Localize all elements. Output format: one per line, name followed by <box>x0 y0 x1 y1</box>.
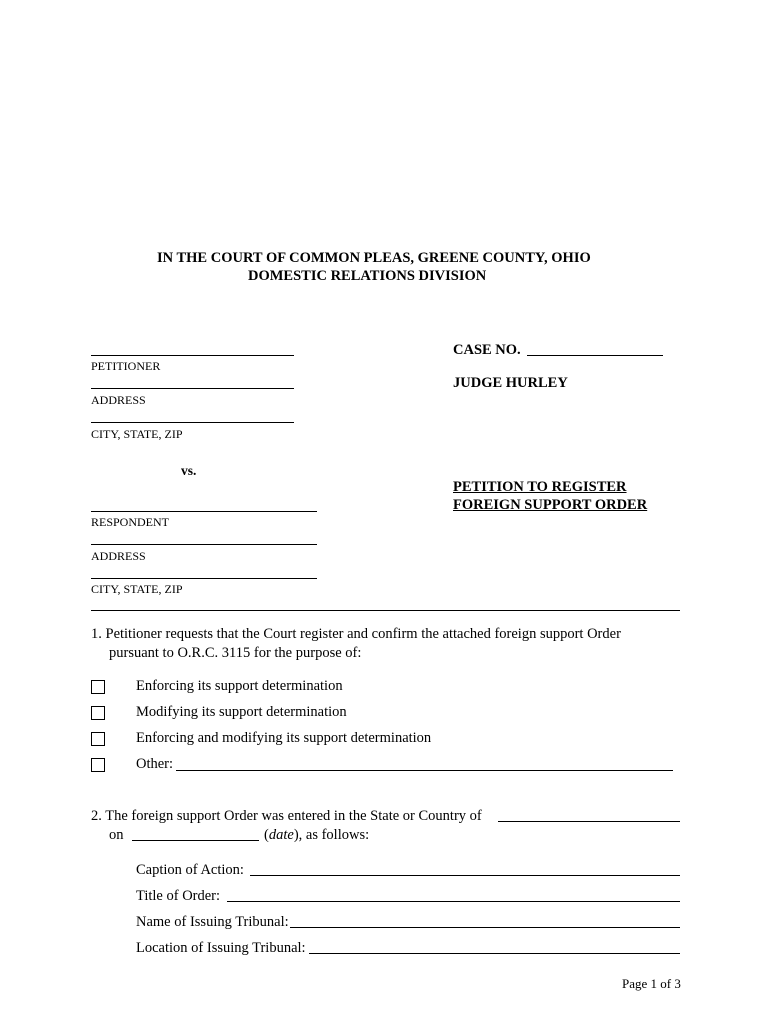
option-enforcing-and-modifying-label: Enforcing and modifying its support determination <box>136 730 432 746</box>
checkbox-enforcing[interactable] <box>91 680 105 694</box>
respondent-line[interactable] <box>91 511 317 512</box>
court-name: IN THE COURT OF COMMON PLEAS, GREENE COUNTY, OHIO <box>157 250 591 266</box>
section2-text-line1: 2. The foreign support Order was entered in the State or Country of <box>91 808 482 824</box>
option-enforcing-label: Enforcing its support determination <box>136 678 343 694</box>
section1-text-line1: 1. Petitioner requests that the Court register and confirm the attached foreign support Order <box>91 626 621 642</box>
issuing-tribunal-location-field[interactable] <box>309 953 680 954</box>
respondent-label: RESPONDENT <box>91 515 170 529</box>
as-follows-label: ), as follows: <box>293 827 370 843</box>
caption-of-action-field[interactable] <box>250 875 680 876</box>
case-number-label: CASE NO. <box>453 342 521 358</box>
state-country-field[interactable] <box>498 821 680 822</box>
petitioner-address-label: ADDRESS <box>91 393 146 407</box>
document-title-line1: PETITION TO REGISTER <box>453 479 627 495</box>
issuing-tribunal-name-label: Name of Issuing Tribunal: <box>136 914 289 930</box>
petitioner-label: PETITIONER <box>91 359 161 373</box>
title-of-order-field[interactable] <box>227 901 680 902</box>
section1-text-line2: pursuant to O.R.C. 3115 for the purpose of: <box>109 645 362 661</box>
respondent-city-label: CITY, STATE, ZIP <box>91 582 183 596</box>
title-of-order-label: Title of Order: <box>136 888 221 904</box>
date-field[interactable] <box>132 840 259 841</box>
petitioner-line[interactable] <box>91 355 294 356</box>
page-number: Page 1 of 3 <box>622 976 681 991</box>
versus-label: vs. <box>181 463 197 478</box>
case-number-field[interactable] <box>527 355 663 356</box>
judge-name: JUDGE HURLEY <box>453 375 568 391</box>
section2-on-label: on <box>109 827 124 843</box>
respondent-city-line[interactable] <box>91 578 317 579</box>
caption-of-action-label: Caption of Action: <box>136 862 244 878</box>
issuing-tribunal-name-field[interactable] <box>290 927 680 928</box>
checkbox-enforcing-and-modifying[interactable] <box>91 732 105 746</box>
date-note <box>264 827 369 844</box>
respondent-address-label: ADDRESS <box>91 549 146 563</box>
open-paren: ( <box>264 827 269 843</box>
date-label: date <box>268 827 294 843</box>
option-modifying-label: Modifying its support determination <box>136 704 347 720</box>
checkbox-modifying[interactable] <box>91 706 105 720</box>
other-input-line[interactable] <box>176 770 673 771</box>
petitioner-city-label: CITY, STATE, ZIP <box>91 427 183 441</box>
checkbox-other[interactable] <box>91 758 105 772</box>
document-title-line2: FOREIGN SUPPORT ORDER <box>453 497 648 513</box>
respondent-address-line[interactable] <box>91 544 317 545</box>
option-other-label: Other: <box>136 756 174 772</box>
petitioner-address-line[interactable] <box>91 388 294 389</box>
issuing-tribunal-location-label: Location of Issuing Tribunal: <box>136 940 306 956</box>
petitioner-city-line[interactable] <box>91 422 294 423</box>
court-division: DOMESTIC RELATIONS DIVISION <box>248 268 487 284</box>
section-divider <box>91 610 680 611</box>
